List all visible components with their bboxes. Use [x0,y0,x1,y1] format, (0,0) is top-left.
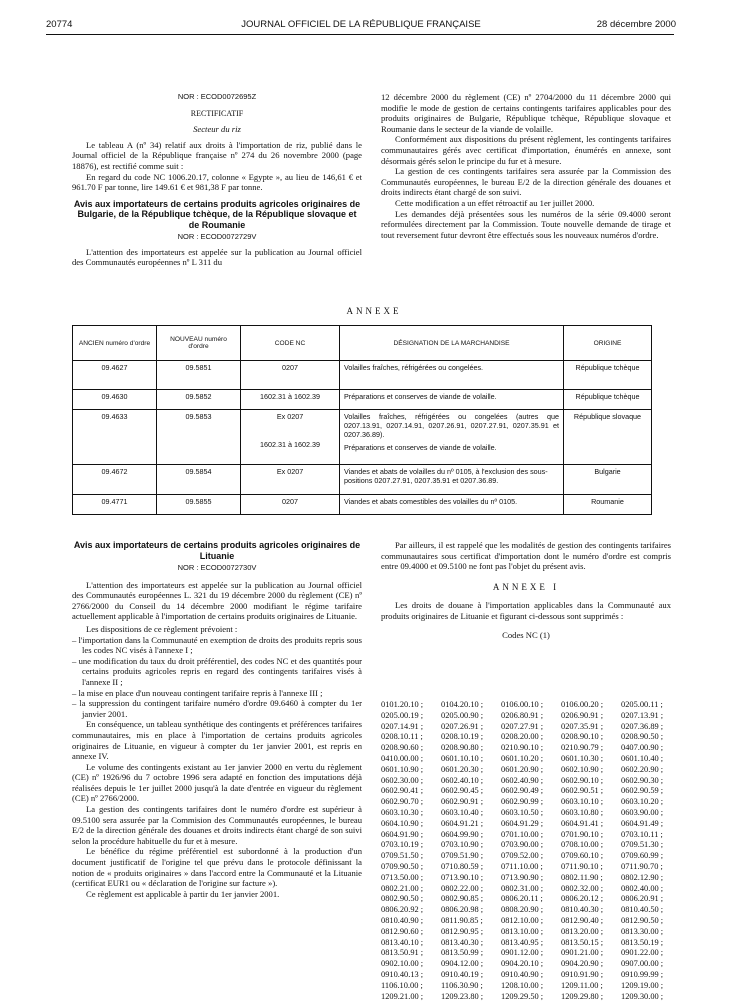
avis1-para-2: Conformément aux dispositions du présent règlement, les contingents tarifaires communautaires gérés avec certificat d'importation, énumérés en annexe, sont désormais gérés selon le principe du fur et à mesure. [381,134,671,166]
code-nc: 0901.21.00 ; [561,948,604,958]
cell-code: 0207 [241,361,340,390]
avis2-para-5: La gestion des contingents tarifaires dont le numéro d'ordre est supérieur à 09.5100 sera assurée par la Commision des Communautés européennes, le bureau E/2 de la direction générale des douanes et droits indirects étant chargé de son suivi selon la procédure habituelle du fur et à mesure. [72,804,362,846]
code-nc: 0802.90.50 ; [381,894,424,904]
code-nc: 0602.90.51 ; [561,786,604,796]
cell-nouveau: 09.5855 [157,495,241,515]
code-nc: 0208.90.80 ; [441,743,484,753]
codes-row [381,916,681,927]
code-nc: 0208.90.10 ; [561,732,604,742]
codes-row [381,970,681,981]
code-nc: 0910.99.99 ; [621,969,664,979]
code-nc: 0410.00.00 ; [381,753,424,763]
codes-row [381,851,681,862]
codes-row [381,905,681,916]
avis2-para-4: Le volume des contingents existant au 1er janvier 2000 en vertu du règlement (CE) nº 1926/96 du 7 octobre 1996 sera adapté en fonction des imputations déjà réalisées depuis le 1er juillet 2000 jusqu'à la date d'entrée en vigueur du règlement (CE) nº 2766/2000. [72,761,362,804]
code-nc: 0813.10.00 ; [501,926,544,936]
code-nc: 0910.40.19 ; [441,969,484,979]
table-row [73,410,652,465]
codes-row [381,959,681,970]
code-nc: 0104.20.10 ; [441,700,484,709]
code-nc: 0711.10.00 ; [501,861,543,871]
code-nc: 0701.90.10 ; [561,829,604,839]
code-nc: 0709.60.10 ; [561,851,604,861]
code-nc: 1209.19.00 ; [621,980,664,990]
avis1-title: Avis aux importateurs de certains produits agricoles originaires de Bulgarie, de la République tchèque, de la République slovaque et de Roumanie [73,198,361,230]
code-nc: 0602.90.10 ; [561,775,604,785]
code-nc: 0602.20.90 ; [621,764,664,774]
code-nc: 0602.90.41 ; [381,786,424,796]
cell-origine: République slovaque [564,410,652,465]
rectif-para-1: Le tableau A (nº 34) relatif aux droits à l'importation de riz, publié dans le Journal officiel de la République française nº 274 du 26 novembre 2000 (page 18876), est rectifié comme suit : [72,139,362,171]
col-header-ancien: ANCIEN numéro d'ordre [73,326,157,361]
code-nc: 0207.27.91 ; [501,721,544,731]
code-nc: 0802.21.00 ; [381,883,424,893]
code-nc: 0910.40.13 ; [381,969,424,979]
codes-row [381,884,681,895]
cell-designation: Volailles fraîches, réfrigérées ou congelées. [340,361,564,390]
avis2-dash-1: – l'importation dans la Communauté en exemption de droits des produits repris sous les codes NC visés à l'annexe I ; [72,634,362,656]
code-nc: 1209.29.80 ; [561,991,604,1001]
code-nc: 0802.90.85 ; [441,894,484,904]
codes-row [381,840,681,851]
cell-nouveau: 09.5851 [157,361,241,390]
cell-ancien: 09.4630 [73,390,157,410]
code-nc: 0708.10.00 ; [561,840,604,850]
codes-row [381,797,681,808]
code-nc: 0207.13.91 ; [621,710,664,720]
code-nc: 0602.90.91 ; [441,797,484,807]
avis2-para-2: Les dispositions de ce règlement prévoient : [86,623,238,634]
code-nc: 0813.40.95 ; [501,937,544,947]
codes-row [381,765,681,776]
code-nc: 0703.10.19 ; [381,840,424,850]
code-nc: 0106.00.10 ; [501,700,544,709]
header-rule [46,34,674,35]
code-nc: 0208.10.11 ; [381,732,423,742]
code-nc: 0813.20.00 ; [561,926,604,936]
codes-nc-list [381,700,681,1002]
code-nc: 0603.10.10 ; [561,797,604,807]
cell-ancien: 09.4627 [73,361,157,390]
avis2-title: Avis aux importateurs de certains produits agricoles originaires de Lituanie [73,540,361,561]
cell-designation [340,410,564,465]
code-nc: 0806.20.11 ; [501,894,543,904]
annexe-table [72,325,652,515]
avis1-para-1-cont: 12 décembre 2000 du règlement (CE) nº 2704/2000 du 11 décembre 2000 qui modifie le mode de gestion de certains contingents tarifaires applicables pour des produits originaires de Bulgarie, République tchèque, République slovaque et Roumanie dans le secteur de la viande de volaille. [381,92,671,134]
codes-row [381,776,681,787]
avis2-dash-2: – une modification du taux du droit préférentiel, des codes NC et des quantités pour certains produits agricoles repris en regard des contingents tarifaires visés à l'annexe II ; [72,655,362,687]
code-nc: 0709.52.00 ; [501,851,544,861]
code-nc: 1209.23.80 ; [441,991,484,1001]
code-nc: 0207.14.91 ; [381,721,424,731]
cell-code [241,410,340,465]
avis2-para-3: En conséquence, un tableau synthétique des contingents et préférences tarifaires communautaires, mis en place à l'importation de certains produits agricoles originaires de Lituanie, en vigueur à compter du 1er janvier 2001, est repris en annexe IV. [72,719,362,762]
codes-row [381,700,681,711]
table-row [73,390,652,410]
codes-row [381,819,681,830]
code-nc: 1208.10.00 ; [501,980,544,990]
code-nc: 0806.20.92 ; [381,905,424,915]
code-nc: 0810.40.90 ; [381,915,424,925]
avis2-para-1: L'attention des importateurs est appelée sur la publication au Journal officiel des Communautés européennes L. 321 du 19 décembre 2000 du règlement (CE) nº 2766/2000 du Conseil du 14 décembre 2000 modifiant le régime tarifaire actuellement applicable à l'importation de certains produits originaires de Lituanie. [72,579,362,622]
code-nc: 0703.90.00 ; [501,840,544,850]
avis2-reminder: Par ailleurs, il est rappelé que les modalités de gestion des contingents tarifaires communautaires sous certificat d'importation dont le numéro d'ordre est compris entre 09.4000 et 09.5100 ne font pas l'objet du présent avis. [381,540,671,572]
code-nc: 0601.10.10 ; [441,753,484,763]
code-nc: 0601.10.90 ; [381,764,424,774]
code-nc: 0602.90.59 ; [621,786,664,796]
avis1-continued [381,92,671,240]
code-nc: 0904.12.00 ; [441,959,484,969]
table-row [73,361,652,390]
code-nc: 0806.20.91 ; [621,894,664,904]
avis2-dash-4: – la suppression du contingent tarifaire numéro d'ordre 09.6460 à compter du 1er janvier 2001. [72,698,362,719]
code-nc: 0907.00.00 ; [621,959,664,969]
code-nc: 0101.20.10 ; [381,700,424,709]
code-nc: 0205.00.19 ; [381,710,424,720]
code-nc: 0602.40.90 ; [501,775,544,785]
code-nc: 0812.90.40 ; [561,915,604,925]
code-nc: 0802.22.00 ; [441,883,484,893]
codes-row [381,743,681,754]
code-nc: 0207.35.91 ; [561,721,604,731]
annexe-i-title: ANNEXE I [492,581,560,592]
code-nc: 0106.00.20 ; [561,700,604,709]
codes-row [381,722,681,733]
code-nc: 0603.90.00 ; [621,807,664,817]
code-nc: 0207.36.89 ; [621,721,664,731]
code-nc: 0711.90.10 ; [561,861,603,871]
annexe-i-intro: Les droits de douane à l'importation applicables dans la Communauté aux produits originaires de Lituanie et figurant ci-dessous sont supprimés : [381,600,671,621]
code-nc: 0904.20.90 ; [561,959,604,969]
code-nc: 0604.91.21 ; [441,818,484,828]
code-nc: 0601.10.20 ; [501,753,544,763]
codes-row [381,873,681,884]
codes-row [381,948,681,959]
avis2-right [381,540,671,640]
code-nc: 0602.90.30 ; [621,775,664,785]
code-nc: 0806.20.98 ; [441,905,484,915]
code-nc: 0602.40.10 ; [441,775,484,785]
codes-row [381,992,681,1002]
avis1-nor: NOR : ECOD0072729V [177,232,257,242]
avis2-para-7: Ce règlement est applicable à partir du 1er janvier 2001. [86,888,280,899]
codes-row [381,830,681,841]
cell-designation: Viandes et abats comestibles des volailles du nº 0105. [340,495,564,515]
code-nc: 0812.90.95 ; [441,926,484,936]
codes-row [381,938,681,949]
code-nc: 0205.00.90 ; [441,710,484,720]
code-nc: 0602.90.99 ; [501,797,544,807]
code-nc: 1209.29.50 ; [501,991,544,1001]
code-nc: 0205.00.11 ; [621,700,663,709]
cell-ancien: 09.4672 [73,465,157,495]
rectif-para-2: En regard du code NC 1006.20.17, colonne « Egypte », au lieu de 146,61 € et 961.70 F par tonne, lire 149.61 € et 981,38 F par tonne. [72,171,362,193]
cell-origine: Roumanie [564,495,652,515]
code-nc: 0709.60.99 ; [621,851,664,861]
code-nc: 0601.10.30 ; [561,753,604,763]
code-nc: 0901.22.00 ; [621,948,664,958]
rectif-nor: NOR : ECOD0072695Z [177,92,257,101]
journal-title: JOURNAL OFFICIEL DE LA RÉPUBLIQUE FRANÇAISE [241,19,481,30]
code-nc: 1209.21.00 ; [381,991,424,1001]
code-nc: 0813.40.10 ; [381,937,424,947]
avis2-nor: NOR : ECOD0072730V [177,563,257,572]
cell-origine: République tchèque [564,361,652,390]
codes-row [381,754,681,765]
code-nc: 0810.40.30 ; [561,905,604,915]
col-header-code: CODE NC [241,326,340,361]
code-nc: 1106.30.90 ; [441,980,483,990]
code-nc: 0210.90.79 ; [561,743,604,753]
table-row [73,465,652,495]
code-nc: 0813.50.19 ; [621,937,664,947]
avis1-para-3: La gestion de ces contingents tarifaires sera assurée par la Commission des Communautés européennes, le bureau E/2 de la direction générale des douanes et droits indirects étant chargé de son suivi. [381,166,671,198]
code-nc: 0802.32.00 ; [561,883,604,893]
code-nc: 0813.40.30 ; [441,937,484,947]
code-nc: 0813.50.99 ; [441,948,484,958]
avis1-para-5: Les demandes déjà présentées sous les numéros de la série 09.4000 seront reformulées directement par la Commission. Toute nouvelle demande de tirage et tout reversement futur devront être effectués sous les nouveaux numéros d'ordre. [381,208,671,240]
code-nc: 0603.10.50 ; [501,807,544,817]
cell-code-line-1: Ex 0207 [276,412,304,421]
code-nc: 0713.90.90 ; [501,872,544,882]
code-nc: 0813.50.15 ; [561,937,604,947]
code-nc: 1209.11.00 ; [561,980,603,990]
code-nc: 0713.50.00 ; [381,872,424,882]
code-nc: 0703.10.11 ; [621,829,663,839]
code-nc: 0604.91.49 ; [621,818,664,828]
code-nc: 0603.10.30 ; [381,807,424,817]
cell-nouveau: 09.5852 [157,390,241,410]
code-nc: 0604.99.90 ; [441,829,484,839]
code-nc: 0603.10.20 ; [621,797,664,807]
code-nc: 0208.90.60 ; [381,743,424,753]
code-nc: 0602.90.45 ; [441,786,484,796]
page-header [46,19,676,33]
code-nc: 0603.10.80 ; [561,807,604,817]
code-nc: 0910.91.90 ; [561,969,604,979]
avis2-section [72,540,362,899]
cell-designation: Viandes et abats de volailles du nº 0105, à l'exclusion des sous-positions 0207.27.91, 0207.35.91 et 0207.36.89. [340,465,564,495]
code-nc: 0813.50.91 ; [381,948,424,958]
col-header-origine: ORIGINE [564,326,652,361]
code-nc: 0709.51.50 ; [381,851,424,861]
cell-code: 0207 [241,495,340,515]
codes-title: Codes NC (1) [502,629,550,640]
code-nc: 0604.91.41 ; [561,818,604,828]
codes-row [381,711,681,722]
rectificatif-section [72,92,362,268]
code-nc: 1106.10.00 ; [381,980,423,990]
code-nc: 0709.90.50 ; [381,861,424,871]
cell-code-line-2: 1602.31 à 1602.39 [260,440,320,449]
codes-row [381,894,681,905]
cell-nouveau: 09.5854 [157,465,241,495]
code-nc: 0813.30.00 ; [621,926,664,936]
avis1-para-4: Cette modification a un effet rétroactif au 1er juillet 2000. [395,197,595,208]
code-nc: 0711.90.70 ; [621,861,663,871]
code-nc: 1209.30.00 ; [621,991,664,1001]
code-nc: 0709.51.30 ; [621,840,664,850]
code-nc: 0604.91.29 ; [501,818,544,828]
code-nc: 0811.90.85 ; [441,915,483,925]
code-nc: 0602.30.00 ; [381,775,424,785]
code-nc: 0802.31.00 ; [501,883,544,893]
publication-date: 28 décembre 2000 [596,19,676,30]
code-nc: 0604.10.90 ; [381,818,424,828]
table-header-row [73,326,652,361]
cell-designation-line-1: Volailles fraîches, réfrigérées ou congelées (autres que 0207.13.91, 0207.14.91, 0207.26.91, 0207.27.91, 0207.35.91 et 0207.36.89). [344,412,559,439]
table-row [73,495,652,515]
rectif-sector: Secteur du riz [193,124,241,135]
cell-origine: République tchèque [564,390,652,410]
code-nc: 0802.11.90 ; [561,872,603,882]
annexe-title: ANNEXE [346,306,402,316]
cell-code: 1602.31 à 1602.39 [241,390,340,410]
code-nc: 0701.10.00 ; [501,829,544,839]
code-nc: 0812.90.60 ; [381,926,424,936]
code-nc: 0713.90.10 ; [441,872,484,882]
code-nc: 0806.20.12 ; [561,894,604,904]
code-nc: 0207.26.91 ; [441,721,484,731]
rectif-title: RECTIFICATIF [190,108,244,118]
code-nc: 0604.91.90 ; [381,829,424,839]
cell-ancien: 09.4771 [73,495,157,515]
cell-origine: Bulgarie [564,465,652,495]
code-nc: 0802.12.90 ; [621,872,664,882]
avis2-para-6: Le bénéfice du régime préférentiel est subordonné à la production d'un document justificatif de l'origine tel que prévu dans le protocole définissant la notion de « produits originaires » dans l'accord entre la Communauté et la Lituanie (certificat EUR1 ou « déclaration de l'origine sur facture »). [72,846,362,889]
codes-row [381,862,681,873]
code-nc: 0812.90.50 ; [621,915,664,925]
code-nc: 0602.90.70 ; [381,797,424,807]
code-nc: 0904.20.10 ; [501,959,544,969]
code-nc: 0602.90.49 ; [501,786,544,796]
code-nc: 0206.90.91 ; [561,710,604,720]
code-nc: 0910.40.90 ; [501,969,544,979]
code-nc: 0812.10.00 ; [501,915,544,925]
code-nc: 0603.10.40 ; [441,807,484,817]
cell-code: Ex 0207 [241,465,340,495]
code-nc: 0208.10.19 ; [441,732,484,742]
code-nc: 0709.51.90 ; [441,851,484,861]
code-nc: 0710.80.59 ; [441,861,484,871]
codes-row [381,808,681,819]
code-nc: 0810.40.50 ; [621,905,664,915]
codes-row [381,927,681,938]
avis1-para-1: L'attention des importateurs est appelée sur la publication au Journal officiel des Communautés européennes nº L 311 du [72,246,362,268]
cell-designation-line-2: Préparations et conserves de viande de volaille. [344,443,497,452]
code-nc: 0901.12.00 ; [501,948,544,958]
codes-row [381,786,681,797]
code-nc: 0407.00.90 ; [621,743,664,753]
code-nc: 0601.20.30 ; [441,764,484,774]
code-nc: 0208.90.50 ; [621,732,664,742]
code-nc: 0802.40.00 ; [621,883,664,893]
cell-ancien: 09.4633 [73,410,157,465]
code-nc: 0601.20.90 ; [501,764,544,774]
avis2-dash-3: – la mise en place d'un nouveau contingent tarifaire repris à l'annexe III ; [72,687,323,698]
code-nc: 0208.20.00 ; [501,732,544,742]
code-nc: 0703.10.90 ; [441,840,484,850]
code-nc: 0601.10.40 ; [621,753,664,763]
col-header-nouveau: NOUVEAU numéro d'ordre [157,326,241,361]
code-nc: 0902.10.00 ; [381,959,424,969]
cell-designation: Préparations et conserves de viande de volaille. [340,390,564,410]
cell-nouveau: 09.5853 [157,410,241,465]
col-header-designation: DÉSIGNATION DE LA MARCHANDISE [340,326,564,361]
code-nc: 0210.90.10 ; [501,743,544,753]
codes-row [381,732,681,743]
code-nc: 0206.80.91 ; [501,710,544,720]
code-nc: 0602.10.90 ; [561,764,604,774]
page-number: 20774 [46,19,73,30]
code-nc: 0808.20.90 ; [501,905,544,915]
